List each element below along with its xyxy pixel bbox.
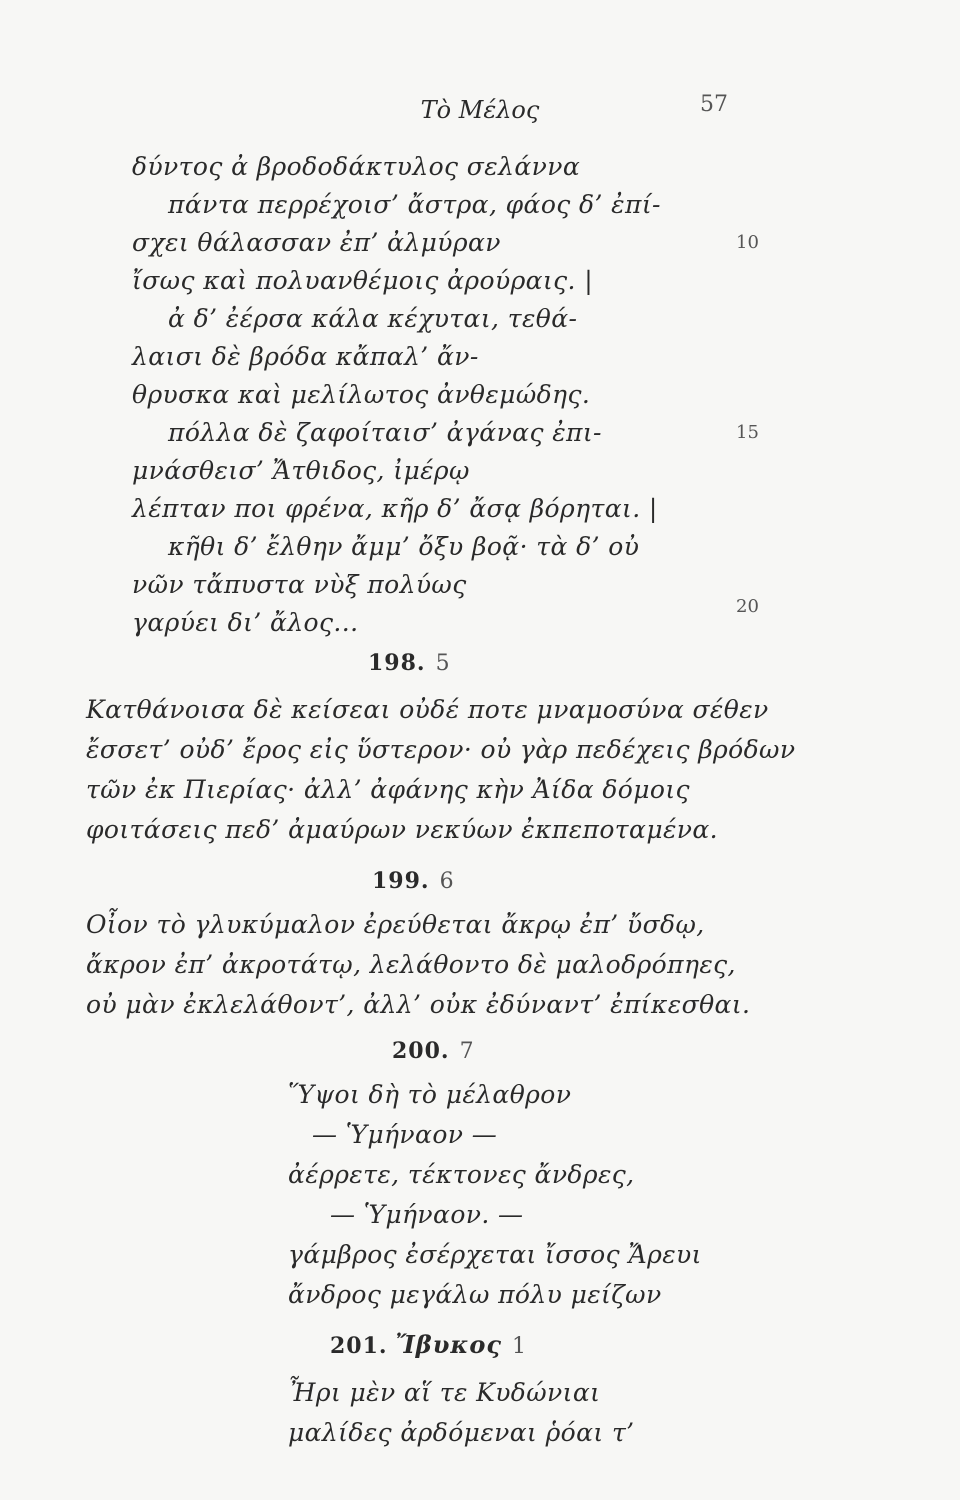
fragment-number: 200. — [392, 1038, 450, 1064]
verse-line: φοιτάσεις πεδ’ ἀμαύρων νεκύων ἐκπεποταμένα. — [86, 815, 719, 844]
fragment-sub-number: 5 — [435, 651, 451, 676]
verse-line: Οἶον τὸ γλυκύμαλον ἐρεύθεται ἄκρῳ ἐπ’ ὔσδῳ, — [86, 910, 705, 939]
verse-line: — Ὑμήναον — — [312, 1120, 498, 1149]
line-number: 10 — [736, 232, 759, 253]
verse-line: λέπταν ποι φρένα, κῆρ δ’ ἄσᾳ βόρηται. | — [132, 494, 658, 523]
verse-line: σχει θάλασσαν ἐπ’ ἀλμύραν — [132, 228, 501, 257]
fragment-heading — [368, 650, 451, 676]
fragment-number: 198. — [368, 650, 426, 676]
verse-line: πόλλα δὲ ζαφοίταισ’ ἀγάνας ἐπι- — [168, 418, 602, 447]
verse-line: οὐ μὰν ἐκλελάθοντ’, ἀλλ’ οὐκ ἐδύναντ’ ἐπίκεσθαι. — [86, 990, 751, 1019]
fragment-number: 199. — [372, 868, 430, 894]
verse-line: λαισι δὲ βρόδα κἄπαλ’ ἄν- — [132, 342, 479, 371]
fragment-heading — [372, 868, 455, 894]
verse-line: ἴσως καὶ πολυανθέμοις ἀρούραις. | — [132, 266, 594, 295]
verse-line: Ἦρι μὲν αἵ τε Κυδώνιαι — [288, 1378, 601, 1407]
verse-line: γαρύει δι’ ἄλος... — [132, 608, 359, 637]
verse-line: νῶν τἄπυστα νὺξ πολύως — [132, 570, 467, 599]
verse-line: κῆθι δ’ ἔλθην ἄμμ’ ὄξυ βοᾷ· τὰ δ’ οὐ — [168, 532, 640, 561]
fragment-heading — [330, 1330, 527, 1359]
verse-line: ἀέρρετε, τέκτονες ἄνδρες, — [288, 1160, 635, 1189]
fragment-number: 201. — [330, 1333, 388, 1359]
fragment-heading — [392, 1038, 475, 1064]
fragment-sub-number: 6 — [439, 869, 455, 894]
fragment-sub-number: 7 — [459, 1039, 475, 1064]
author-name: Ἴβυκος — [395, 1330, 502, 1359]
verse-line: ἄνδρος μεγάλω πόλυ μείζων — [288, 1280, 662, 1309]
verse-line: — Ὑμήναον. — — [330, 1200, 524, 1229]
verse-line: ἄκρον ἐπ’ ἀκροτάτῳ, λελάθοντο δὲ μαλοδρόπηες, — [86, 950, 736, 979]
verse-line: μαλίδες ἀρδόμεναι ῥόαι τ’ — [288, 1418, 635, 1447]
verse-line: ἔσσετ’ οὐδ’ ἔρος εἰς ὕστερον· οὐ γὰρ πεδέχεις βρόδων — [86, 735, 796, 764]
running-head: Τὸ Μέλος — [420, 96, 540, 124]
verse-line: ἀ δ’ ἐέρσα κάλα κέχυται, τεθά- — [168, 304, 578, 333]
verse-line: θρυσκα καὶ μελίλωτος ἀνθεμώδης. — [132, 380, 591, 409]
verse-line: γάμβρος ἐσέρχεται ἴσσος Ἄρευι — [288, 1240, 702, 1269]
verse-line: τῶν ἐκ Πιερίας· ἀλλ’ ἀφάνης κὴν Ἀίδα δόμοις — [86, 775, 690, 804]
verse-line: Ὕψοι δὴ τὸ μέλαθρον — [288, 1080, 572, 1109]
verse-line: δύντος ἀ βροδοδάκτυλος σελάννα — [132, 152, 581, 181]
fragment-sub-number: 1 — [511, 1334, 527, 1359]
verse-line: μνάσθεισ’ Ἄτθιδος, ἰμέρῳ — [132, 456, 470, 485]
page-number: 57 — [700, 92, 728, 117]
verse-line: πάντα περρέχοισ’ ἄστρα, φάος δ’ ἐπί- — [168, 190, 661, 219]
verse-line: Κατθάνοισα δὲ κείσεαι οὐδέ ποτε μναμοσύνα σέθεν — [86, 695, 769, 724]
line-number: 20 — [736, 596, 759, 617]
line-number: 15 — [736, 422, 759, 443]
